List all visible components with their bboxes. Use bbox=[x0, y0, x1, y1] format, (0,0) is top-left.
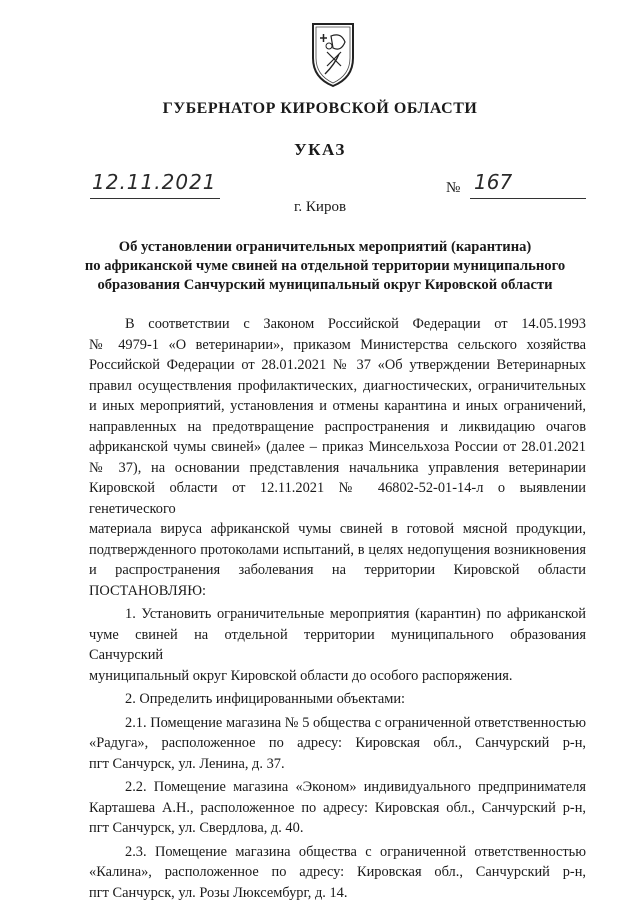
text-line: и иных мероприятий, установления и отмены карантина и иных ограничений, bbox=[89, 398, 586, 414]
text-line: материала вируса африканской чумы свиней в готовой мясной продукции, bbox=[89, 521, 586, 537]
text-line: «Калина», расположенное по адресу: Кировская обл., Санчурский р-н, bbox=[89, 864, 586, 880]
document-type: УКАЗ bbox=[294, 140, 346, 159]
decree-word: ПОСТАНОВЛЯЮ: bbox=[89, 582, 207, 599]
text-line: 2.1. Помещение магазина № 5 общества с ограниченной ответственностью bbox=[125, 714, 586, 731]
text-line: 1. Установить ограничительные мероприятия (карантин) по африканской bbox=[125, 606, 586, 622]
text-line: пгт Санчурск, ул. Свердлова, д. 40. bbox=[89, 820, 304, 836]
text-line: Кировской области от 12.11.2021 № 46802-52-01-14-л о выявлении генетического bbox=[89, 480, 586, 517]
text-line: «Радуга», расположенное по адресу: Кировская обл., Санчурский р-н, bbox=[89, 735, 586, 751]
document-date: 12.11.2021 bbox=[92, 170, 217, 194]
text-line: пгт Санчурск, ул. Ленина, д. 37. bbox=[89, 755, 285, 772]
text-line: 2. Определить инфицированными объектами: bbox=[125, 691, 406, 707]
item-2 bbox=[89, 689, 586, 710]
item-2-2 bbox=[89, 777, 586, 839]
text-line: подтвержденного протоколами испытаний, в целях недопущения возникновения bbox=[89, 541, 586, 558]
text-line: № 37), на основании представления начальника управления ветеринарии bbox=[89, 459, 586, 476]
item-2-1 bbox=[89, 713, 586, 775]
text-line: муниципальный округ Кировской области до особого распоряжения. bbox=[89, 667, 513, 684]
item-2-3 bbox=[89, 842, 586, 904]
text-line: и распространения заболевания на территории Кировской области bbox=[89, 562, 586, 578]
preamble-paragraph bbox=[89, 314, 586, 601]
text-line: Карташева А.Н., расположенное по адресу: Кировская обл., Санчурский р-н, bbox=[89, 799, 586, 816]
issue-city: г. Киров bbox=[293, 199, 347, 215]
document-body bbox=[89, 314, 586, 906]
text-line: № 4979-1 «О ветеринарии», приказом Министерства сельского хозяйства bbox=[89, 336, 586, 353]
text-line: 2.3. Помещение магазина общества с ограниченной ответственностью bbox=[125, 843, 586, 860]
issuing-authority: ГУБЕРНАТОР КИРОВСКОЙ ОБЛАСТИ bbox=[162, 100, 478, 117]
text-line: Российской Федерации от 28.01.2021 № 37 «Об утверждении Ветеринарных bbox=[89, 357, 586, 373]
text-line: направленных на предотвращение распространения и ликвидацию очагов bbox=[89, 418, 586, 435]
text-line: африканской чумы свиней» (далее – приказ Минсельхоза России от 28.01.2021 bbox=[89, 439, 586, 455]
text-line: 2.2. Помещение магазина «Эконом» индивидуального предпринимателя bbox=[125, 779, 586, 795]
text-line: правил осуществления профилактических, диагностических, ограничительных bbox=[89, 377, 586, 394]
coat-of-arms-emblem bbox=[305, 18, 361, 90]
title-line: по африканской чуме свиней на отдельной территории муниципального bbox=[84, 258, 566, 274]
item-1 bbox=[89, 604, 586, 686]
title-line: Об установлении ограничительных мероприятий (карантина) bbox=[118, 239, 532, 255]
text-line: пгт Санчурск, ул. Розы Люксембург, д. 14. bbox=[89, 884, 348, 901]
number-label: № bbox=[446, 180, 461, 196]
title-line: образования Санчурский муниципальный округ Кировской области bbox=[97, 277, 553, 293]
document-title bbox=[60, 238, 590, 295]
document-number: 167 bbox=[474, 170, 513, 194]
text-line: В соответствии с Законом Российской Федерации от 14.05.1993 bbox=[125, 316, 586, 332]
text-line: чуме свиней на отдельной территории муниципального образования Санчурский bbox=[89, 626, 586, 663]
